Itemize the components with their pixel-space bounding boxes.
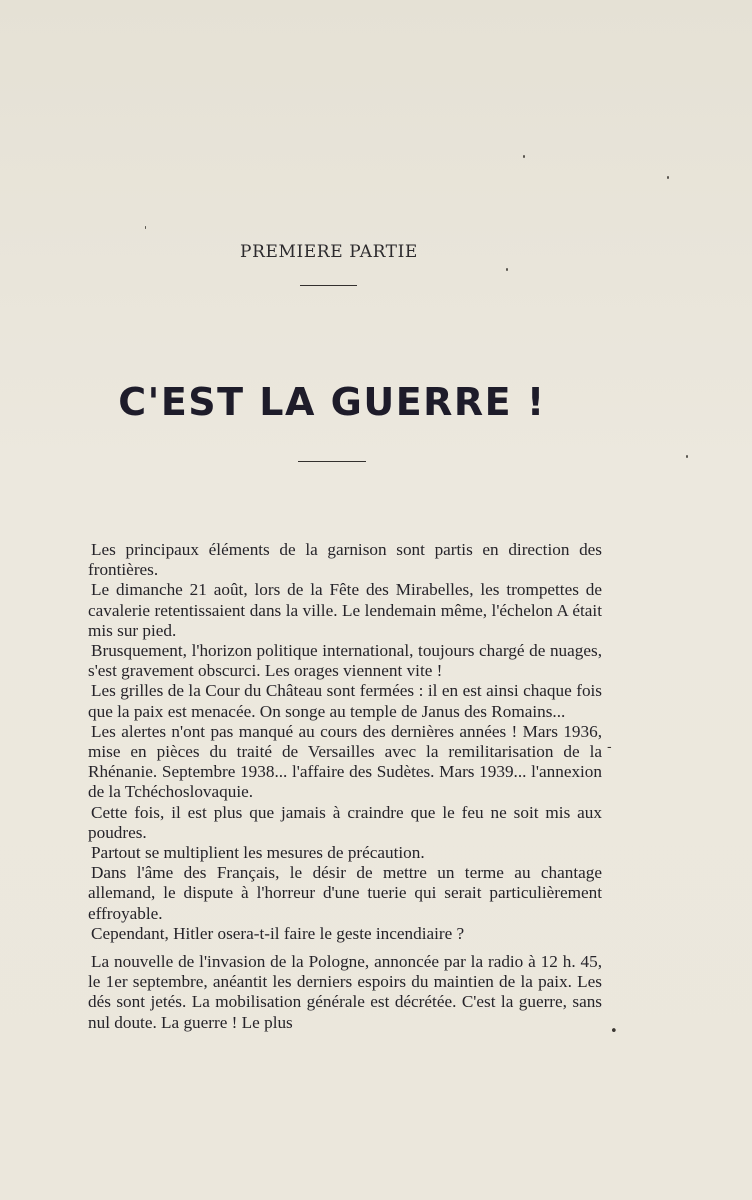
paragraph: Partout se multiplient les mesures de précaution.	[91, 843, 425, 863]
paragraph: Cette fois, il est plus que jamais à craindre que le feu ne soit mis aux poudres.	[88, 802, 602, 842]
paper-speck	[686, 455, 688, 458]
paragraph: Les alertes n'ont pas manqué au cours des dernières années ! Mars 1936, mise en pièces du traité de Versailles avec la remilitarisation de la Rhénanie. Septembre 1938... l'affaire des Sudètes. Mars 1939... l'annexion de la Tchéchoslovaquie.	[88, 721, 602, 802]
paper-speck	[523, 155, 525, 158]
paragraph: Cependant, Hitler osera-t-il faire le geste incendiaire ?	[91, 923, 465, 943]
part-heading: PREMIERE PARTIE	[240, 242, 418, 262]
paragraph: Le dimanche 21 août, lors de la Fête des Mirabelles, les trompettes de cavalerie retentissaient dans la ville. Le lendemain même, l'échelon A était mis sur pied.	[88, 580, 602, 640]
title-divider	[298, 461, 366, 462]
margin-mark: -	[607, 740, 612, 755]
paper-speck	[506, 268, 508, 271]
paper-speck	[145, 226, 146, 229]
paragraph: La nouvelle de l'invasion de la Pologne, annoncée par la radio à 12 h. 45, le 1er septembre, anéantit les derniers espoirs du maintien de la paix. Les dés sont jetés. La mobilisation générale est décrétée. C'est la guerre, sans nul doute. La guerre ! Le plus	[88, 952, 602, 1032]
margin-mark: •	[610, 1024, 618, 1039]
paragraph: Les principaux éléments de la garnison sont partis en direction des frontières.	[88, 540, 602, 580]
body-text	[88, 540, 602, 1033]
paragraph: Dans l'âme des Français, le désir de mettre un terme au chantage allemand, le dispute à l'horreur d'une tuerie qui serait particulièrement effroyable.	[88, 863, 602, 923]
chapter-title: C'EST LA GUERRE !	[118, 380, 546, 424]
paragraph: Brusquement, l'horizon politique international, toujours chargé de nuages, s'est gravement obscurci. Les orages viennent vite !	[88, 641, 602, 681]
paragraph: Les grilles de la Cour du Château sont fermées : il en est ainsi chaque fois que la paix est menacée. On songe au temple de Janus des Romains...	[88, 681, 602, 721]
heading-divider	[300, 285, 357, 286]
paper-speck	[667, 176, 669, 179]
